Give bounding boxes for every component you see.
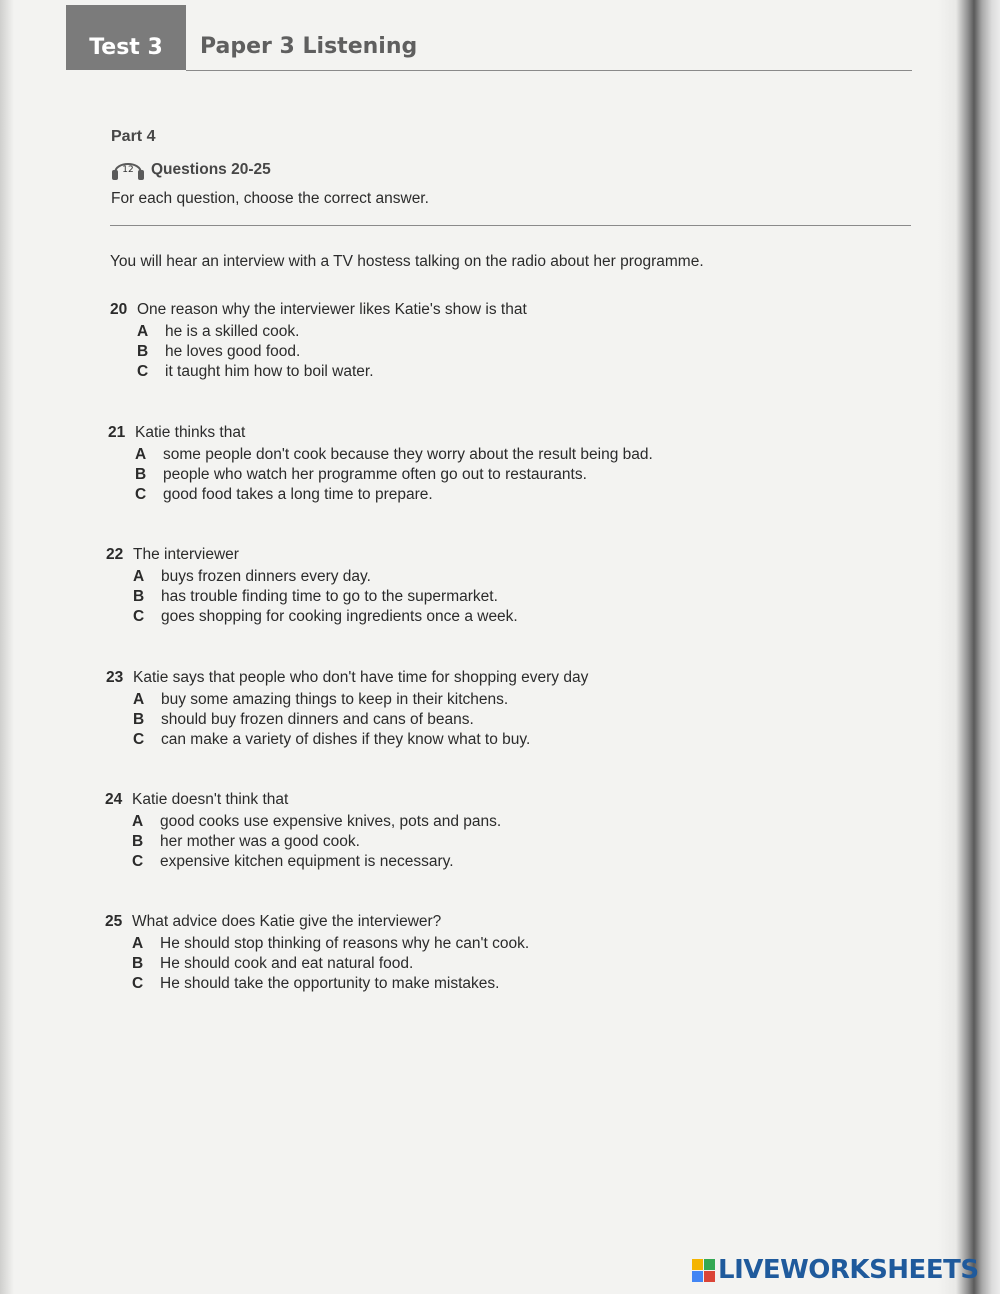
option-letter: A <box>137 323 149 340</box>
instruction-rule <box>110 225 911 226</box>
option-letter: A <box>132 813 144 830</box>
question-22 <box>106 543 518 627</box>
answer-option-a[interactable] <box>137 322 527 342</box>
option-letter: B <box>132 833 144 850</box>
option-letter: C <box>135 486 147 503</box>
option-text: her mother was a good cook. <box>160 833 360 850</box>
option-text: expensive kitchen equipment is necessary. <box>160 853 454 870</box>
question-number: 21 <box>108 424 126 441</box>
question-stem-line <box>105 910 529 934</box>
answer-options <box>133 567 518 627</box>
option-text: buy some amazing things to keep in their kitchens. <box>161 691 509 708</box>
question-stem: One reason why the interviewer likes Katie's show is that <box>137 301 527 318</box>
option-text: people who watch her programme often go out to restaurants. <box>163 466 587 483</box>
option-text: it taught him how to boil water. <box>165 363 374 380</box>
answer-options <box>132 812 501 872</box>
answer-option-a[interactable] <box>132 812 501 832</box>
question-number: 20 <box>110 301 128 318</box>
answer-option-a[interactable] <box>135 445 653 465</box>
headphones-track-icon <box>111 155 145 186</box>
question-24 <box>105 788 501 872</box>
option-text: good cooks use expensive knives, pots and pans. <box>160 813 502 830</box>
option-letter: C <box>133 608 145 625</box>
option-letter: A <box>133 568 145 585</box>
question-stem: Katie doesn't think that <box>132 791 289 808</box>
answer-options <box>133 690 588 750</box>
option-letter: A <box>132 935 144 952</box>
question-stem-line <box>108 421 653 445</box>
page-left-edge-shadow <box>0 0 14 1294</box>
option-letter: C <box>137 363 149 380</box>
answer-option-c[interactable] <box>137 362 527 382</box>
question-stem: Katie thinks that <box>135 424 246 441</box>
option-text: he is a skilled cook. <box>165 323 300 340</box>
track-number: 12 <box>122 164 134 175</box>
answer-option-c[interactable] <box>132 974 529 994</box>
option-letter: B <box>137 343 149 360</box>
question-stem: Katie says that people who don't have time for shopping every day <box>133 669 589 686</box>
answer-option-b[interactable] <box>132 832 501 852</box>
test-number-tab <box>66 5 186 70</box>
answer-option-c[interactable] <box>133 730 588 750</box>
option-text: goes shopping for cooking ingredients once a week. <box>161 608 518 625</box>
question-stem-line <box>110 298 527 322</box>
question-21 <box>108 421 653 505</box>
questions-heading <box>111 157 271 183</box>
option-text: can make a variety of dishes if they know what to buy. <box>161 731 531 748</box>
option-text: He should stop thinking of reasons why he can't cook. <box>160 935 530 952</box>
option-letter: C <box>132 975 144 992</box>
answer-option-c[interactable] <box>135 485 653 505</box>
answer-option-a[interactable] <box>133 567 518 587</box>
option-letter: B <box>135 466 147 483</box>
header-rule <box>186 70 912 71</box>
part-title: Part 4 <box>111 128 156 145</box>
answer-option-b[interactable] <box>135 465 653 485</box>
question-stem-line <box>106 666 588 690</box>
option-letter: B <box>133 588 145 605</box>
answer-option-b[interactable] <box>133 587 518 607</box>
paper-title: Paper 3 Listening <box>200 34 418 59</box>
question-23 <box>106 666 588 750</box>
question-stem-line <box>105 788 501 812</box>
question-number: 24 <box>105 791 123 808</box>
option-letter: C <box>133 731 145 748</box>
option-letter: B <box>133 711 145 728</box>
option-text: he loves good food. <box>165 343 301 360</box>
intro-text: You will hear an interview with a TV hostess talking on the radio about her programme. <box>110 253 704 270</box>
logo-text: LIVEWORKSHEETS <box>718 1255 979 1285</box>
liveworksheets-logo <box>692 1255 979 1285</box>
question-20 <box>110 298 527 382</box>
logo-squares-icon <box>692 1259 715 1282</box>
answer-option-b[interactable] <box>137 342 527 362</box>
option-text: has trouble finding time to go to the supermarket. <box>161 588 498 605</box>
option-text: some people don't cook because they worry about the result being bad. <box>163 446 653 463</box>
test-label: Test 3 <box>89 35 163 60</box>
questions-range: Questions 20-25 <box>151 161 271 178</box>
question-stem: The interviewer <box>133 546 239 563</box>
instruction-text: For each question, choose the correct answer. <box>111 190 429 207</box>
book-binding-shadow <box>938 0 1000 1294</box>
answer-option-c[interactable] <box>132 852 501 872</box>
answer-option-a[interactable] <box>133 690 588 710</box>
option-text: He should cook and eat natural food. <box>160 955 414 972</box>
question-stem-line <box>106 543 518 567</box>
answer-option-b[interactable] <box>133 710 588 730</box>
answer-options <box>137 322 527 382</box>
question-stem: What advice does Katie give the interviewer? <box>132 913 442 930</box>
option-text: should buy frozen dinners and cans of beans. <box>161 711 474 728</box>
question-25 <box>105 910 529 994</box>
answer-option-a[interactable] <box>132 934 529 954</box>
question-number: 25 <box>105 913 123 930</box>
answer-option-b[interactable] <box>132 954 529 974</box>
option-letter: A <box>135 446 147 463</box>
answer-option-c[interactable] <box>133 607 518 627</box>
answer-options <box>135 445 653 505</box>
option-letter: B <box>132 955 144 972</box>
question-number: 22 <box>106 546 124 563</box>
option-text: buys frozen dinners every day. <box>161 568 371 585</box>
option-text: He should take the opportunity to make mistakes. <box>160 975 500 992</box>
option-letter: A <box>133 691 145 708</box>
option-letter: C <box>132 853 144 870</box>
option-text: good food takes a long time to prepare. <box>163 486 433 503</box>
answer-options <box>132 934 529 994</box>
question-number: 23 <box>106 669 124 686</box>
